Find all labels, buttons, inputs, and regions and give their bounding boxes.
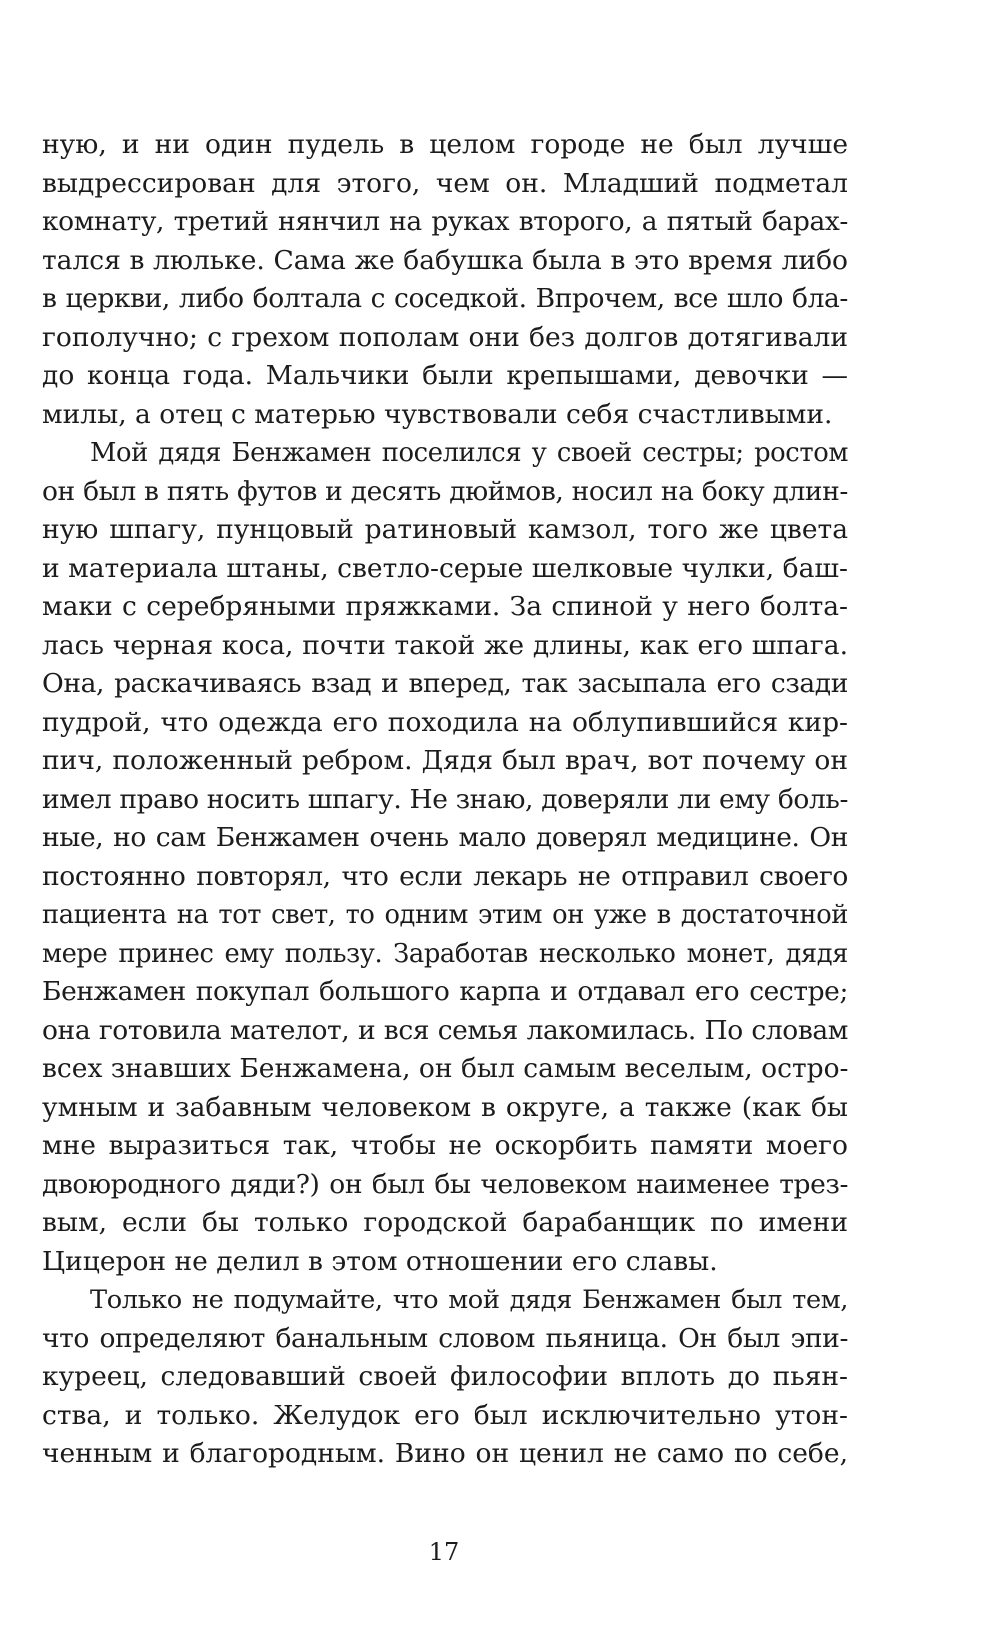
page-body <box>42 126 848 1474</box>
text-line: имел право носить шпагу. Не знаю, доверяли ли ему боль- <box>42 783 848 815</box>
text-line: умным и забавным человеком в округе, а также (как бы <box>42 1091 848 1123</box>
page-number: 17 <box>428 1538 460 1566</box>
text-line: пудрой, что одежда его походила на облупившийся кир- <box>42 706 848 738</box>
text-line: постоянно повторял, что если лекарь не отправил своего <box>42 860 848 892</box>
text-line: Только не подумайте, что мой дядя Бенжамен был тем, <box>90 1285 848 1315</box>
text-line: пич, положенный ребром. Дядя был врач, вот почему он <box>42 745 848 776</box>
text-line: ную, и ни один пудель в целом городе не был лучше <box>42 129 848 160</box>
text-line: до конца года. Мальчики были крепышами, девочки — <box>42 360 848 391</box>
text-line: комнату, третий нянчил на руках второго, а пятый барах- <box>42 206 848 237</box>
text-line: ства, и только. Желудок его был исключительно утон- <box>42 1399 848 1431</box>
text-line: и материала штаны, светло-серые шелковые чулки, баш- <box>42 552 848 584</box>
text-line: куреец, следовавший своей философии вплоть до пьян- <box>42 1361 848 1392</box>
text-line: ные, но сам Бенжамен очень мало доверял медицине. Он <box>42 822 848 853</box>
text-line: ную шпагу, пунцовый ратиновый камзол, того же цвета <box>42 514 848 545</box>
text-line: маки с серебряными пряжками. За спиной у него болта- <box>42 591 848 622</box>
text-line: мне выразиться так, чтобы не оскорбить памяти моего <box>42 1130 848 1161</box>
paragraph-1 <box>42 126 848 434</box>
text-line: двоюродного дяди?) он был бы человеком наименее трез- <box>42 1168 848 1200</box>
text-line: что определяют банальным словом пьяница. Он был эпи- <box>42 1322 848 1354</box>
text-line: ченным и благородным. Вино он ценил не само по себе, <box>42 1438 848 1469</box>
text-line: вым, если бы только городской барабанщик по имени <box>42 1207 848 1238</box>
text-line: она готовила мателот, и вся семья лакомилась. По словам <box>42 1014 848 1046</box>
text-line: милы, а отец с матерью чувствовали себя счастливыми. <box>42 398 833 430</box>
text-line: Мой дядя Бенжамен поселился у своей сестры; ростом <box>90 438 848 468</box>
text-line: мере принес ему пользу. Заработав несколько монет, дядя <box>42 938 848 969</box>
paragraph-2 <box>42 434 848 1281</box>
text-line: в церкви, либо болтала с соседкой. Впрочем, все шло бла- <box>42 283 848 314</box>
text-line: выдрессирован для этого, чем он. Младший подметал <box>42 167 848 199</box>
text-line: Цицерон не делил в этом отношении его славы. <box>42 1245 718 1277</box>
text-line: пациента на тот свет, то одним этим он уже в достаточной <box>42 900 848 930</box>
text-line: Бенжамен покупал большого карпа и отдавал его сестре; <box>42 976 848 1007</box>
text-line: всех знавших Бенжамена, он был самым веселым, остро- <box>42 1053 849 1084</box>
paragraph-3 <box>42 1281 848 1474</box>
text-line: лась черная коса, почти такой же длины, как его шпага. <box>42 629 848 661</box>
text-line: тался в люльке. Сама же бабушка была в это время либо <box>42 244 848 276</box>
text-line: Она, раскачиваясь взад и вперед, так засыпала его сзади <box>42 668 848 699</box>
text-line: он был в пять футов и десять дюймов, носил на боку длин- <box>42 475 848 507</box>
text-block <box>42 126 848 1474</box>
text-line: гополучно; с грехом пополам они без долгов дотягивали <box>42 321 848 353</box>
